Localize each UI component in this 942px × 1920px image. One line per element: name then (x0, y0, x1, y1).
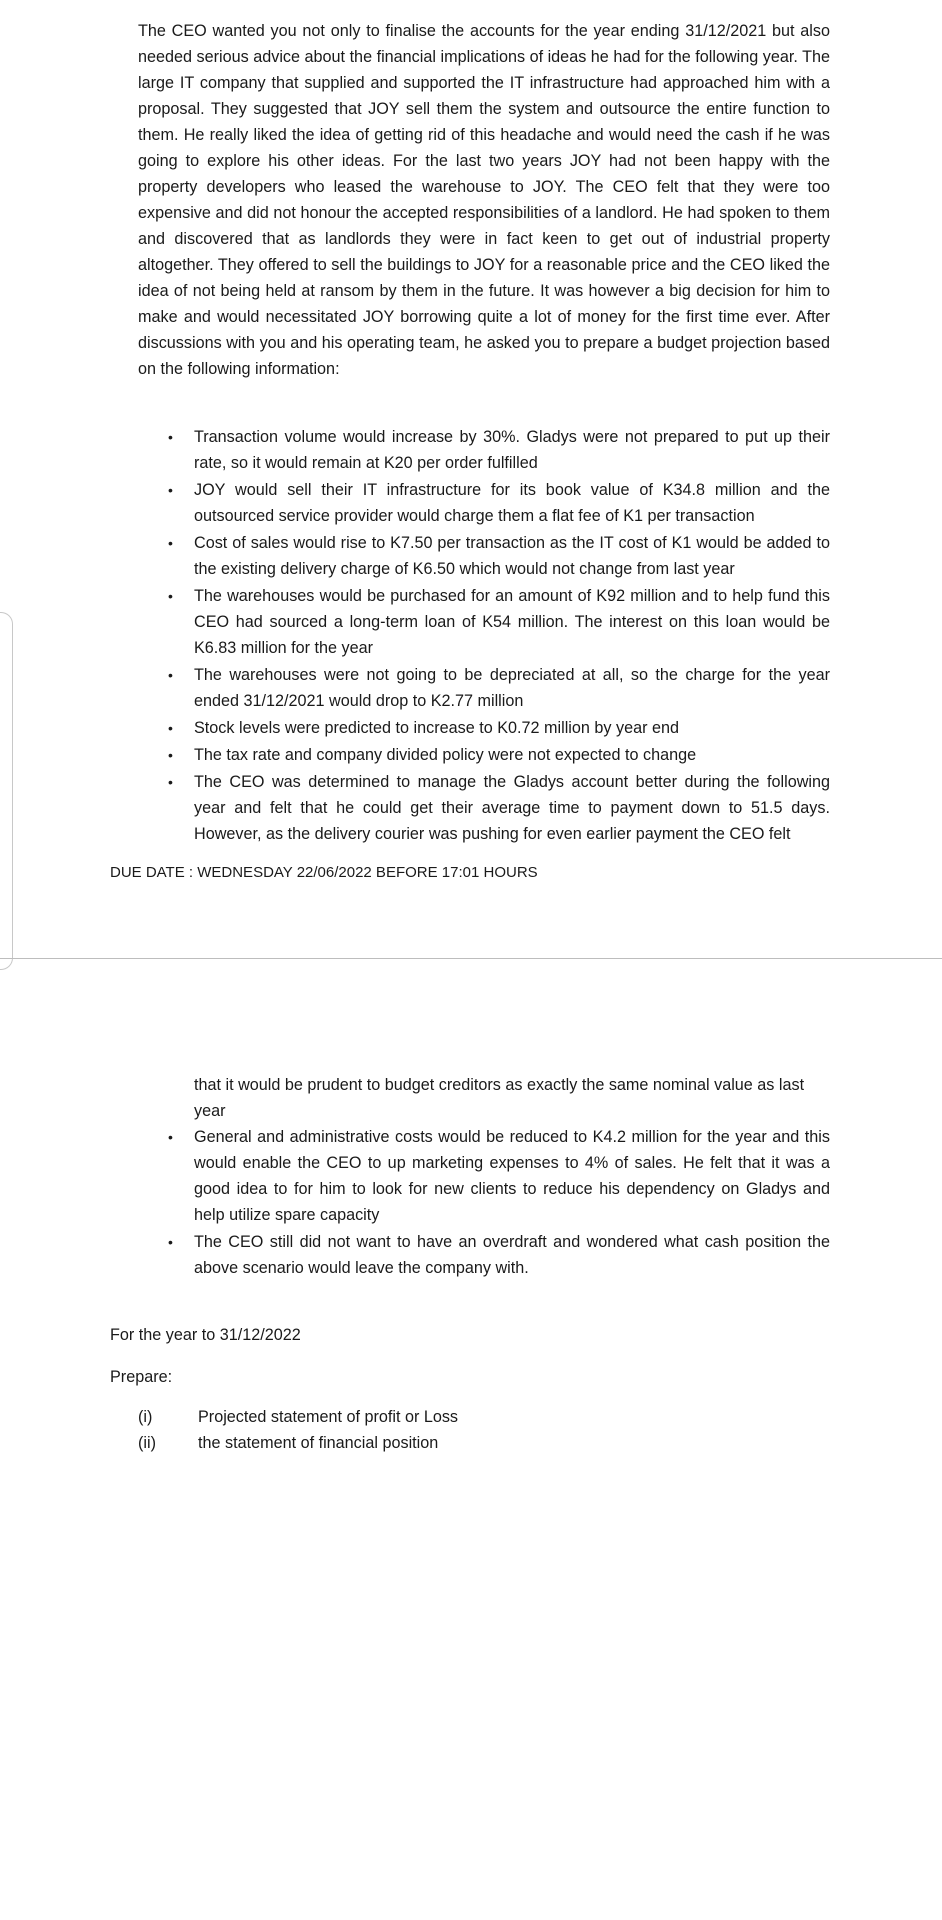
period-heading: For the year to 31/12/2022 (110, 1326, 301, 1344)
bullet-icon: • (168, 747, 173, 763)
page-frame (0, 612, 13, 970)
list-item: • The warehouses would be purchased for an amount of K92 million and to help fund this CEO had sourced a long-term loan of K54 million. The interest on this loan would be K6.83 million for the year (194, 583, 830, 661)
bullet-icon: • (168, 588, 173, 604)
list-item: • Cost of sales would rise to K7.50 per transaction as the IT cost of K1 would be added to the existing delivery charge of K6.50 which would not change from last year (194, 530, 830, 582)
bullet-icon: • (168, 720, 173, 736)
due-date: DUE DATE : WEDNESDAY 22/06/2022 BEFORE 17:01 HOURS (110, 864, 538, 881)
assumptions-list (168, 424, 830, 848)
assumptions-list-continued (168, 1124, 830, 1282)
list-item (138, 1430, 458, 1456)
bullet-icon: • (168, 667, 173, 683)
task-number: (i) (138, 1408, 153, 1426)
bullet-icon: • (168, 429, 173, 445)
list-item: • General and administrative costs would be reduced to K4.2 million for the year and this would enable the CEO to up marketing expenses to 4% of sales. He felt that it was a good idea to for him to look for new clients to reduce his dependency on Gladys and help utilize spare capacity (194, 1124, 830, 1228)
list-item: • The CEO still did not want to have an overdraft and wondered what cash position the above scenario would leave the company with. (194, 1229, 830, 1281)
bullet-icon: • (168, 535, 173, 551)
task-text: Projected statement of profit or Loss (198, 1408, 459, 1426)
bullet-icon: • (168, 482, 173, 498)
intro-paragraph: The CEO wanted you not only to finalise the accounts for the year ending 31/12/2021 but also needed serious advice about the financial implications of ideas he had for the following year. The large IT company that supplied and supported the IT infrastructure had approached him with a proposal. They suggested that JOY sell them the system and outsource the entire function to them. He really liked the idea of getting rid of this headache and would need the cash if he was going to explore his other ideas. For the last two years JOY had not been happy with the property developers who leased the warehouse to JOY. The CEO felt that they were too expensive and did not honour the accepted responsibilities of a landlord. He had spoken to them and discovered that as landlords they were in fact keen to get out of industrial property altogether. They offered to sell the buildings to JOY for a reasonable price and the CEO liked the idea of not being held at ransom by them in the future. It was however a big decision for him to make and would necessitated JOY borrowing quite a lot of money for the first time ever. After discussions with you and his operating team, he asked you to prepare a budget projection based on the following information: (138, 22, 830, 378)
task-text: the statement of financial position (198, 1434, 439, 1452)
list-item: • The warehouses were not going to be depreciated at all, so the charge for the year ended 31/12/2021 would drop to K2.77 million (194, 662, 830, 714)
bullet-icon: • (168, 1129, 173, 1145)
continuation-text: that it would be prudent to budget creditors as exactly the same nominal value as last year (194, 1076, 805, 1120)
list-item: • Transaction volume would increase by 30%. Gladys were not prepared to put up their rate, so it would remain at K20 per order fulfilled (194, 424, 830, 476)
page-divider (0, 958, 942, 959)
tasks-list (138, 1404, 458, 1456)
prepare-label: Prepare: (110, 1368, 173, 1386)
list-item: • Stock levels were predicted to increase to K0.72 million by year end (194, 715, 830, 741)
list-item: • The CEO was determined to manage the Gladys account better during the following year and felt that he could get their average time to payment down to 51.5 days. However, as the delivery courier was pushing for even earlier payment the CEO felt (194, 769, 830, 847)
list-item: • JOY would sell their IT infrastructure for its book value of K34.8 million and the outsourced service provider would charge them a flat fee of K1 per transaction (194, 477, 830, 529)
list-item: • The tax rate and company divided policy were not expected to change (194, 742, 830, 768)
list-item (138, 1404, 458, 1430)
bullet-icon: • (168, 1234, 173, 1250)
bullet-icon: • (168, 774, 173, 790)
task-number: (ii) (138, 1434, 156, 1452)
